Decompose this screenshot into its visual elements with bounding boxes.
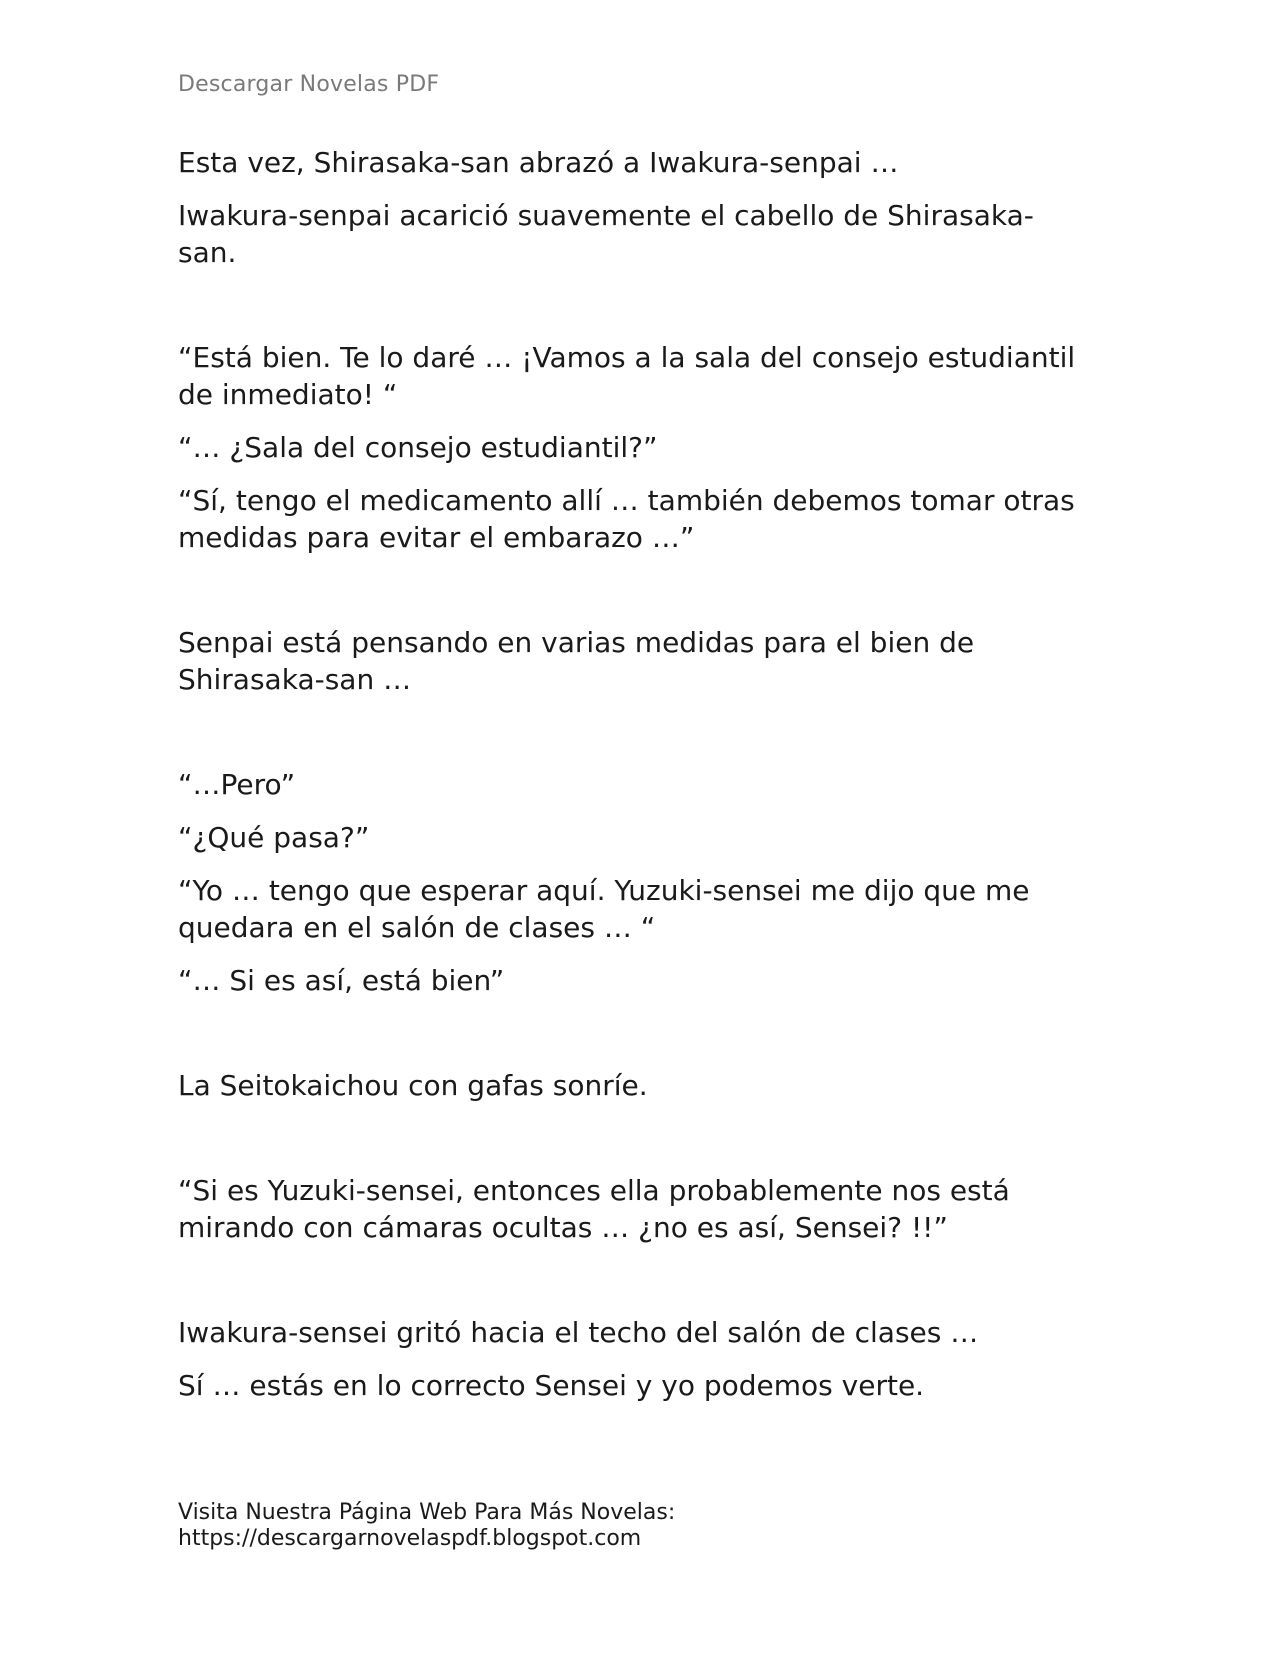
paragraph: “Yo … tengo que esperar aquí. Yuzuki-sensei me dijo que me quedara en el salón de clases … “ (178, 874, 1030, 944)
footer-text: Visita Nuestra Página Web Para Más Novelas: (178, 1500, 676, 1525)
paragraph: Esta vez, Shirasaka-san abrazó a Iwakura-senpai … (178, 146, 899, 179)
paragraph: “…Pero” (178, 768, 296, 801)
document-body (178, 144, 1088, 1404)
footer-link[interactable]: https://descargarnovelaspdf.blogspot.com (178, 1526, 642, 1551)
paragraph: “… ¿Sala del consejo estudiantil?” (178, 431, 658, 464)
paragraph: Iwakura-sensei gritó hacia el techo del salón de clases … (178, 1316, 979, 1349)
paragraph: “… Si es así, está bien” (178, 964, 505, 997)
paragraph: “Sí, tengo el medicamento allí … también debemos tomar otras medidas para evitar el embarazo …” (178, 484, 1075, 554)
paragraph: Senpai está pensando en varias medidas para el bien de Shirasaka-san … (178, 626, 975, 696)
paragraph: “Si es Yuzuki-sensei, entonces ella probablemente nos está mirando con cámaras ocultas … ¿no es así, Sensei? !!” (178, 1174, 1010, 1244)
paragraph: La Seitokaichou con gafas sonríe. (178, 1069, 648, 1102)
paragraph: “Está bien. Te lo daré … ¡Vamos a la sala del consejo estudiantil de inmediato! “ (178, 341, 1076, 411)
paragraph: “¿Qué pasa?” (178, 821, 370, 854)
page-header: Descargar Novelas PDF (178, 72, 440, 97)
paragraph: Sí … estás en lo correcto Sensei y yo podemos verte. (178, 1369, 925, 1402)
page-footer (178, 1500, 675, 1552)
paragraph: Iwakura-senpai acarició suavemente el cabello de Shirasaka-san. (178, 199, 1034, 269)
